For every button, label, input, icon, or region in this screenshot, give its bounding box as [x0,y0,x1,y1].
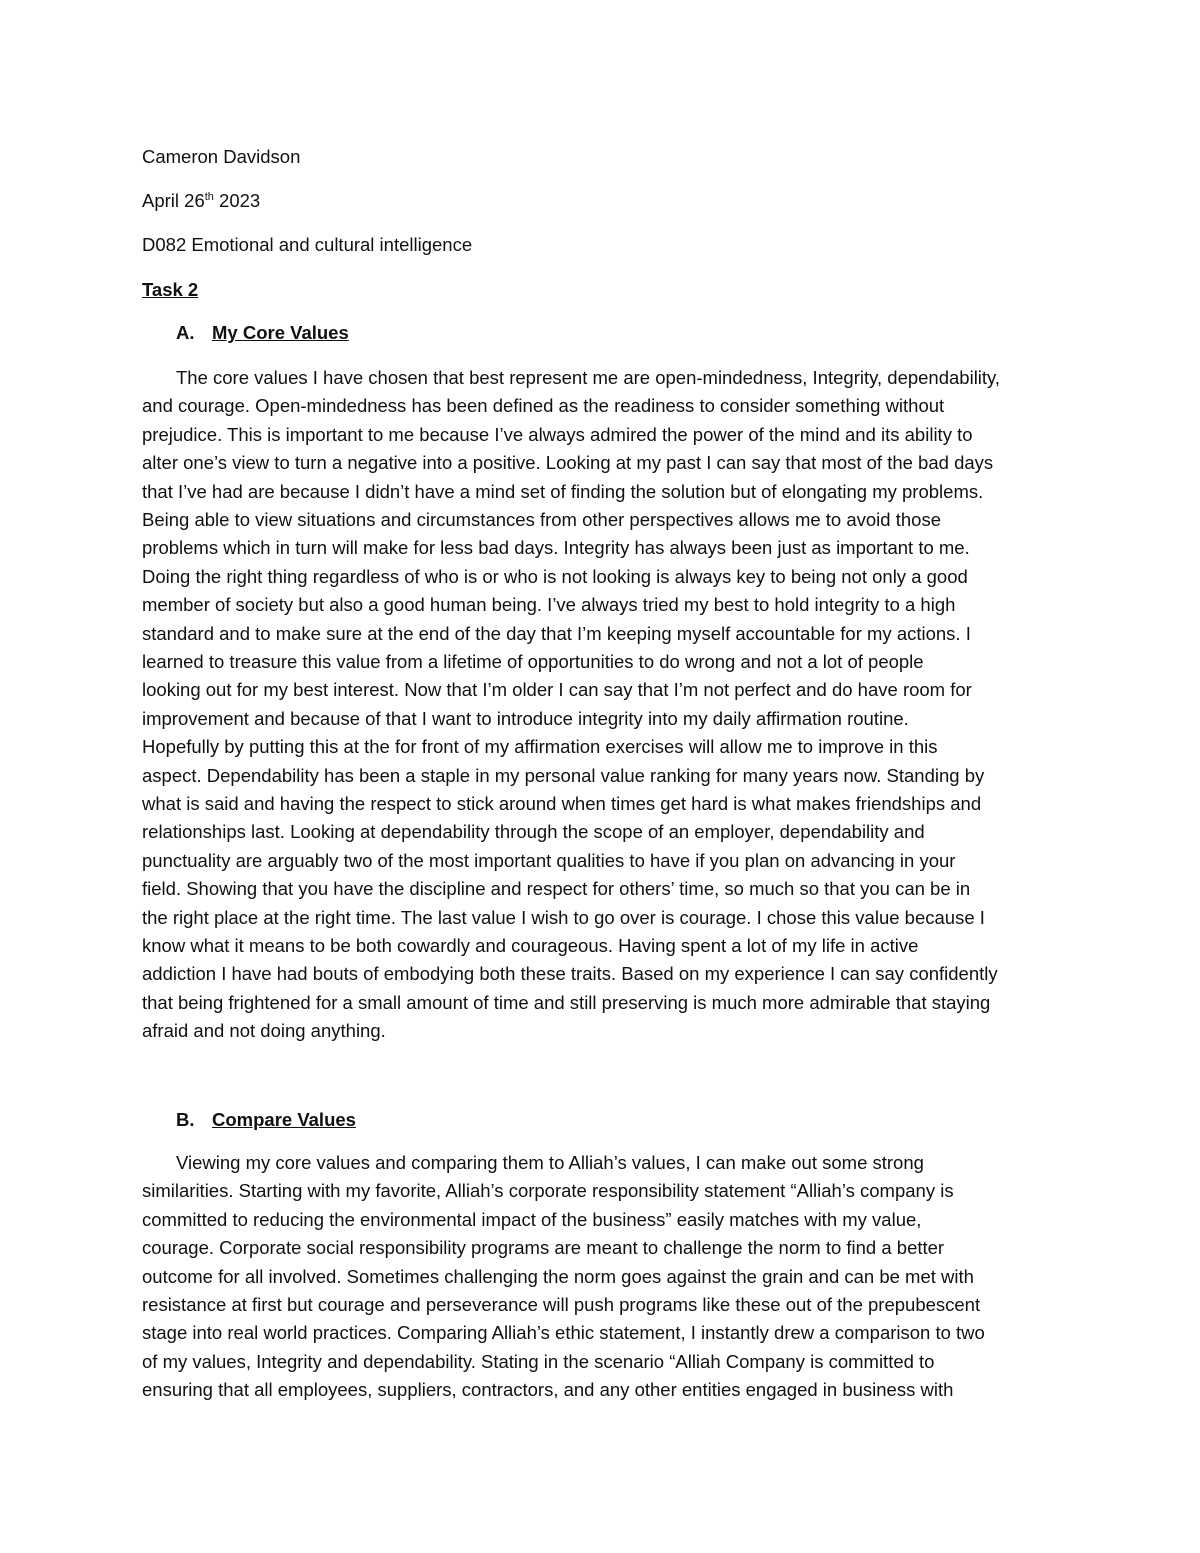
paragraph-line: looking out for my best interest. Now that I’m older I can say that I’m not perfect and do have room for [142,679,972,701]
paragraph-line: of my values, Integrity and dependability. Stating in the scenario “Alliah Company is committed to [142,1350,935,1372]
paragraph-line: committed to reducing the environmental impact of the business” easily matches with my value, [142,1208,922,1230]
paragraph-line: ensuring that all employees, suppliers, contractors, and any other entities engaged in business with [142,1379,954,1401]
paragraph-line: the right place at the right time. The last value I wish to go over is courage. I chose this value because I [142,906,985,928]
paragraph-line: Viewing my core values and comparing them to Alliah’s values, I can make out some strong [176,1152,924,1173]
paragraph-line: relationships last. Looking at dependability through the scope of an employer, dependability and [142,821,925,843]
paragraph-line: aspect. Dependability has been a staple in my personal value ranking for many years now. Standing by [142,764,985,786]
section-b-letter: B. [176,1109,195,1130]
section-a-letter: A. [176,322,195,343]
date-ordinal: th [204,190,214,203]
task-heading: Task 2 [142,279,199,300]
paragraph-line: improvement and because of that I want to introduce integrity into my daily affirmation routine. [142,707,909,729]
paragraph-line: punctuality are arguably two of the most important qualities to have if you plan on advancing in your [142,849,956,871]
paragraph-line: courage. Corporate social responsibility programs are meant to challenge the norm to find a better [142,1237,945,1259]
section-a-title: My Core Values [212,322,349,343]
paragraph-line: that I’ve had are because I didn’t have a mind set of finding the solution but of elongating my problems. [142,480,984,502]
section-b-title: Compare Values [212,1109,356,1130]
paragraph-line: resistance at first but courage and perseverance will push programs like these out of the prepubescent [142,1294,981,1315]
paragraph-line: afraid and not doing anything. [142,1020,386,1042]
course-title: D082 Emotional and cultural intelligence [142,234,473,255]
paragraph-line: learned to treasure this value from a lifetime of opportunities to do wrong and not a lot of people [142,651,924,672]
paragraph-line: what is said and having the respect to stick around when times get hard is what makes friendships and [142,793,982,814]
paragraph-line: alter one’s view to turn a negative into a positive. Looking at my past I can say that most of the bad days [142,452,994,474]
paragraph-line: field. Showing that you have the discipline and respect for others’ time, so much so that you can be in [142,878,971,900]
paragraph-line: Doing the right thing regardless of who is or who is not looking is always key to being not only a good [142,565,968,587]
document-date [142,189,260,213]
paragraph-line: The core values I have chosen that best represent me are open-mindedness, Integrity, dependability, [176,367,1001,388]
date-prefix: April 26 [142,190,205,211]
paragraph-line: and courage. Open-mindedness has been defined as the readiness to consider something without [142,395,945,417]
paragraph-line: member of society but also a good human being. I’ve always tried my best to hold integrity to a high [142,594,956,616]
section-b-heading [176,1108,356,1132]
section-a-heading [176,321,349,345]
paragraph-line: outcome for all involved. Sometimes challenging the norm goes against the grain and can be met with [142,1265,974,1287]
paragraph-line: addiction I have had bouts of embodying both these traits. Based on my experience I can say confidently [142,963,998,985]
paragraph-line: problems which in turn will make for less bad days. Integrity has always been just as important to me. [142,537,970,559]
paragraph-line: prejudice. This is important to me because I’ve always admired the power of the mind and its ability to [142,423,973,445]
paragraph-line: Being able to view situations and circumstances from other perspectives allows me to avoid those [142,509,941,530]
author-name: Cameron Davidson [142,146,301,167]
date-year: 2023 [213,190,261,211]
paragraph-line: know what it means to be both cowardly and courageous. Having spent a lot of my life in active [142,935,919,956]
paragraph-line: stage into real world practices. Comparing Alliah’s ethic statement, I instantly drew a comparison to two [142,1322,985,1344]
paragraph-line: that being frightened for a small amount of time and still preserving is much more admirable that staying [142,991,991,1013]
paragraph-line: standard and to make sure at the end of the day that I’m keeping myself accountable for my actions. I [142,622,971,644]
paragraph-line: similarities. Starting with my favorite, Alliah’s corporate responsibility statement “Alliah’s company is [142,1180,954,1202]
paragraph-line: Hopefully by putting this at the for front of my affirmation exercises will allow me to improve in this [142,736,938,758]
